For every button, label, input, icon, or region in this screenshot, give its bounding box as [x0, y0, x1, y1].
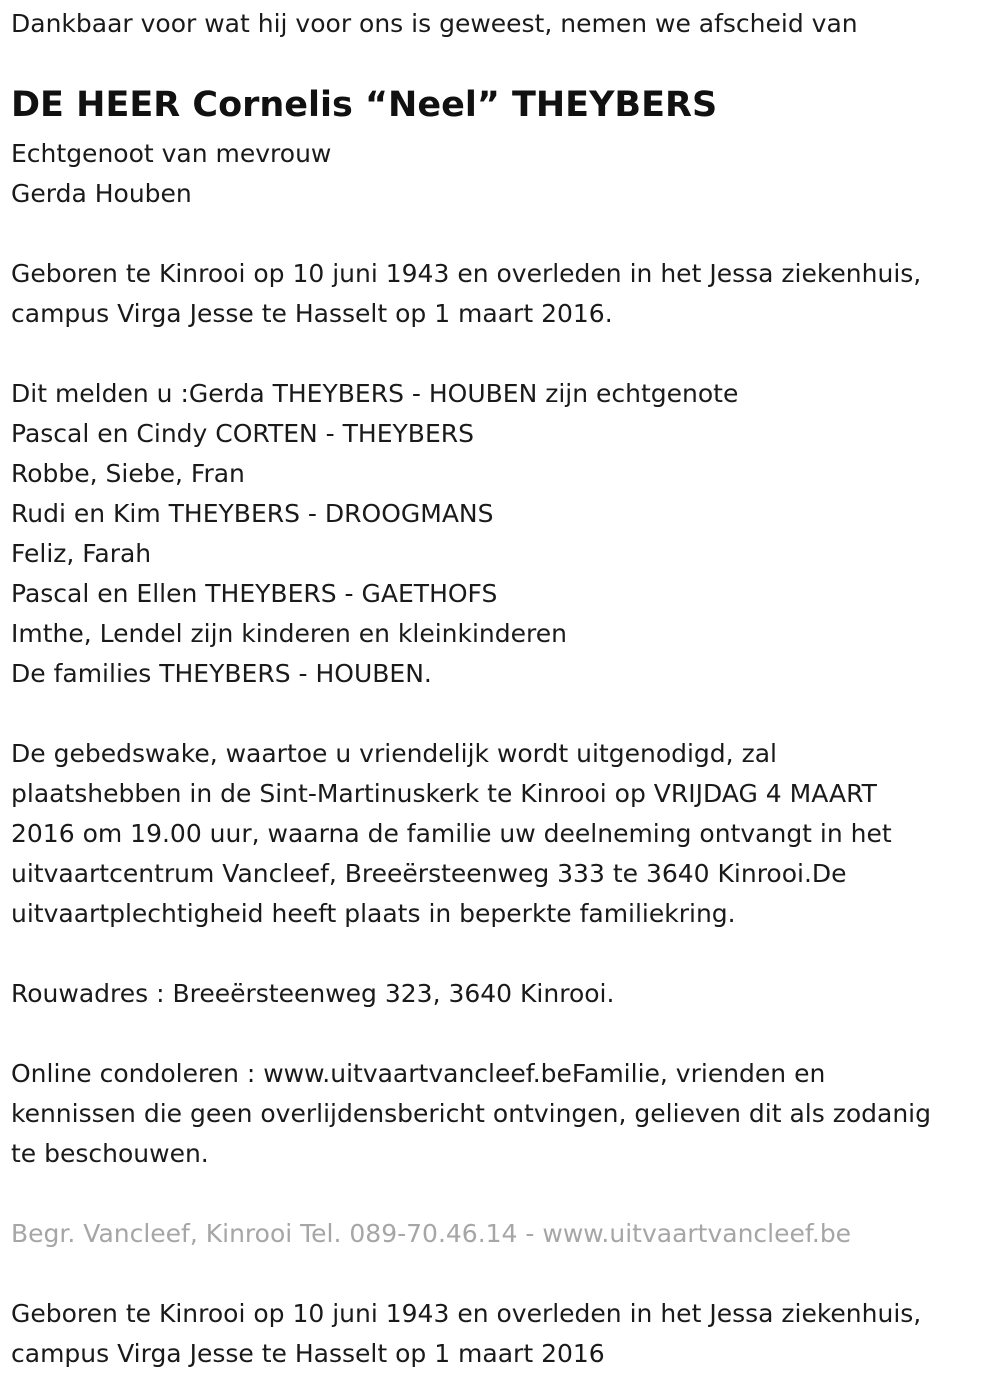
- wake-line: uitvaartcentrum Vancleef, Breeërsteenweg 333 te 3640 Kinrooi.De: [11, 859, 847, 888]
- condolences-line: Online condoleren : www.uitvaartvancleef.beFamilie, vrienden en: [11, 1059, 826, 1088]
- family-line: Pascal en Ellen THEYBERS - GAETHOFS: [11, 579, 498, 608]
- wake-line: plaatshebben in de Sint-Martinuskerk te Kinrooi op VRIJDAG 4 MAART: [11, 779, 877, 808]
- family-line: Pascal en Cindy CORTEN - THEYBERS: [11, 419, 474, 448]
- birth-repeat-block: [11, 1294, 921, 1374]
- deceased-name: DE HEER Cornelis “Neel” THEYBERS: [11, 85, 718, 125]
- birth-repeat-line: campus Virga Jesse te Hasselt op 1 maart 2016: [11, 1339, 605, 1368]
- birth-block: [11, 254, 921, 334]
- family-line: De families THEYBERS - HOUBEN.: [11, 659, 432, 688]
- condolences-line: kennissen die geen overlijdensbericht ontvingen, gelieven dit als zodanig: [11, 1099, 931, 1128]
- family-line: Feliz, Farah: [11, 539, 152, 568]
- birth-line: Geboren te Kinrooi op 10 juni 1943 en overleden in het Jessa ziekenhuis,: [11, 259, 922, 288]
- family-line: Imthe, Lendel zijn kinderen en kleinkinderen: [11, 619, 567, 648]
- spouse-line: Echtgenoot van mevrouw: [11, 139, 332, 168]
- condolences-line: te beschouwen.: [11, 1139, 209, 1168]
- family-line: Robbe, Siebe, Fran: [11, 459, 245, 488]
- mourning-address: Rouwadres : Breeërsteenweg 323, 3640 Kinrooi.: [11, 979, 615, 1008]
- wake-line: 2016 om 19.00 uur, waarna de familie uw deelneming ontvangt in het: [11, 819, 892, 848]
- spouse-line: Gerda Houben: [11, 179, 192, 208]
- birth-line: campus Virga Jesse te Hasselt op 1 maart 2016.: [11, 299, 613, 328]
- family-line: Dit melden u :Gerda THEYBERS - HOUBEN zijn echtgenote: [11, 379, 739, 408]
- spouse-block: [11, 134, 331, 214]
- wake-line: De gebedswake, waartoe u vriendelijk wordt uitgenodigd, zal: [11, 739, 777, 768]
- condolences-block: [11, 1054, 931, 1174]
- birth-repeat-line: Geboren te Kinrooi op 10 juni 1943 en overleden in het Jessa ziekenhuis,: [11, 1299, 922, 1328]
- funeral-home-footer: Begr. Vancleef, Kinrooi Tel. 089-70.46.14 - www.uitvaartvancleef.be: [11, 1219, 852, 1248]
- family-line: Rudi en Kim THEYBERS - DROOGMANS: [11, 499, 494, 528]
- wake-line: uitvaartplechtigheid heeft plaats in beperkte familiekring.: [11, 899, 736, 928]
- family-block: [11, 374, 738, 694]
- intro-text: Dankbaar voor wat hij voor ons is geweest, nemen we afscheid van: [11, 9, 858, 38]
- wake-block: [11, 734, 892, 934]
